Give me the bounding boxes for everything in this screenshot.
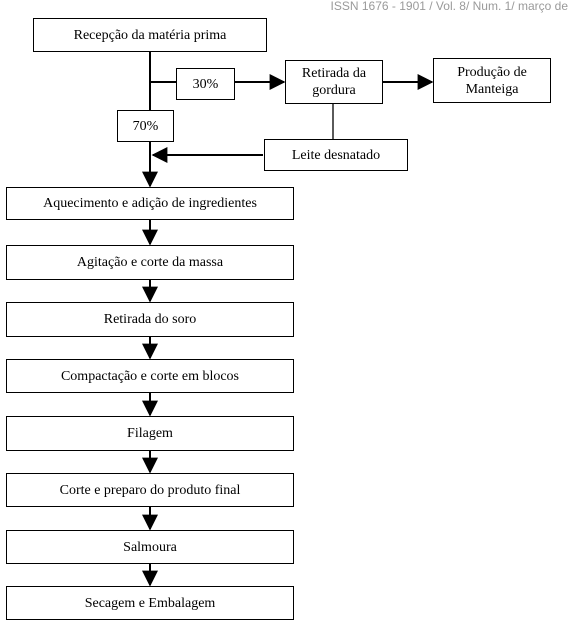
box-raw-material: Recepção da matéria prima (33, 18, 267, 52)
step-4-box: Compactação e corte em blocos (6, 359, 294, 393)
box-skim-milk: Leite desnatado (264, 139, 408, 171)
box-fat-removal: Retirada da gordura (285, 60, 383, 104)
box-butter-production: Produção de Manteiga (433, 58, 551, 103)
step-8-box: Secagem e Embalagem (6, 586, 294, 620)
step-5-box: Filagem (6, 416, 294, 451)
journal-header: ISSN 1676 - 1901 / Vol. 8/ Num. 1/ março de (330, 0, 568, 13)
step-1-box: Aquecimento e adição de ingredientes (6, 187, 294, 220)
step-3-box: Retirada do soro (6, 302, 294, 337)
box-30-percent: 30% (176, 68, 235, 100)
step-6-box: Corte e preparo do produto final (6, 473, 294, 507)
step-7-box: Salmoura (6, 530, 294, 564)
step-2-box: Agitação e corte da massa (6, 245, 294, 280)
box-70-percent: 70% (117, 110, 174, 142)
